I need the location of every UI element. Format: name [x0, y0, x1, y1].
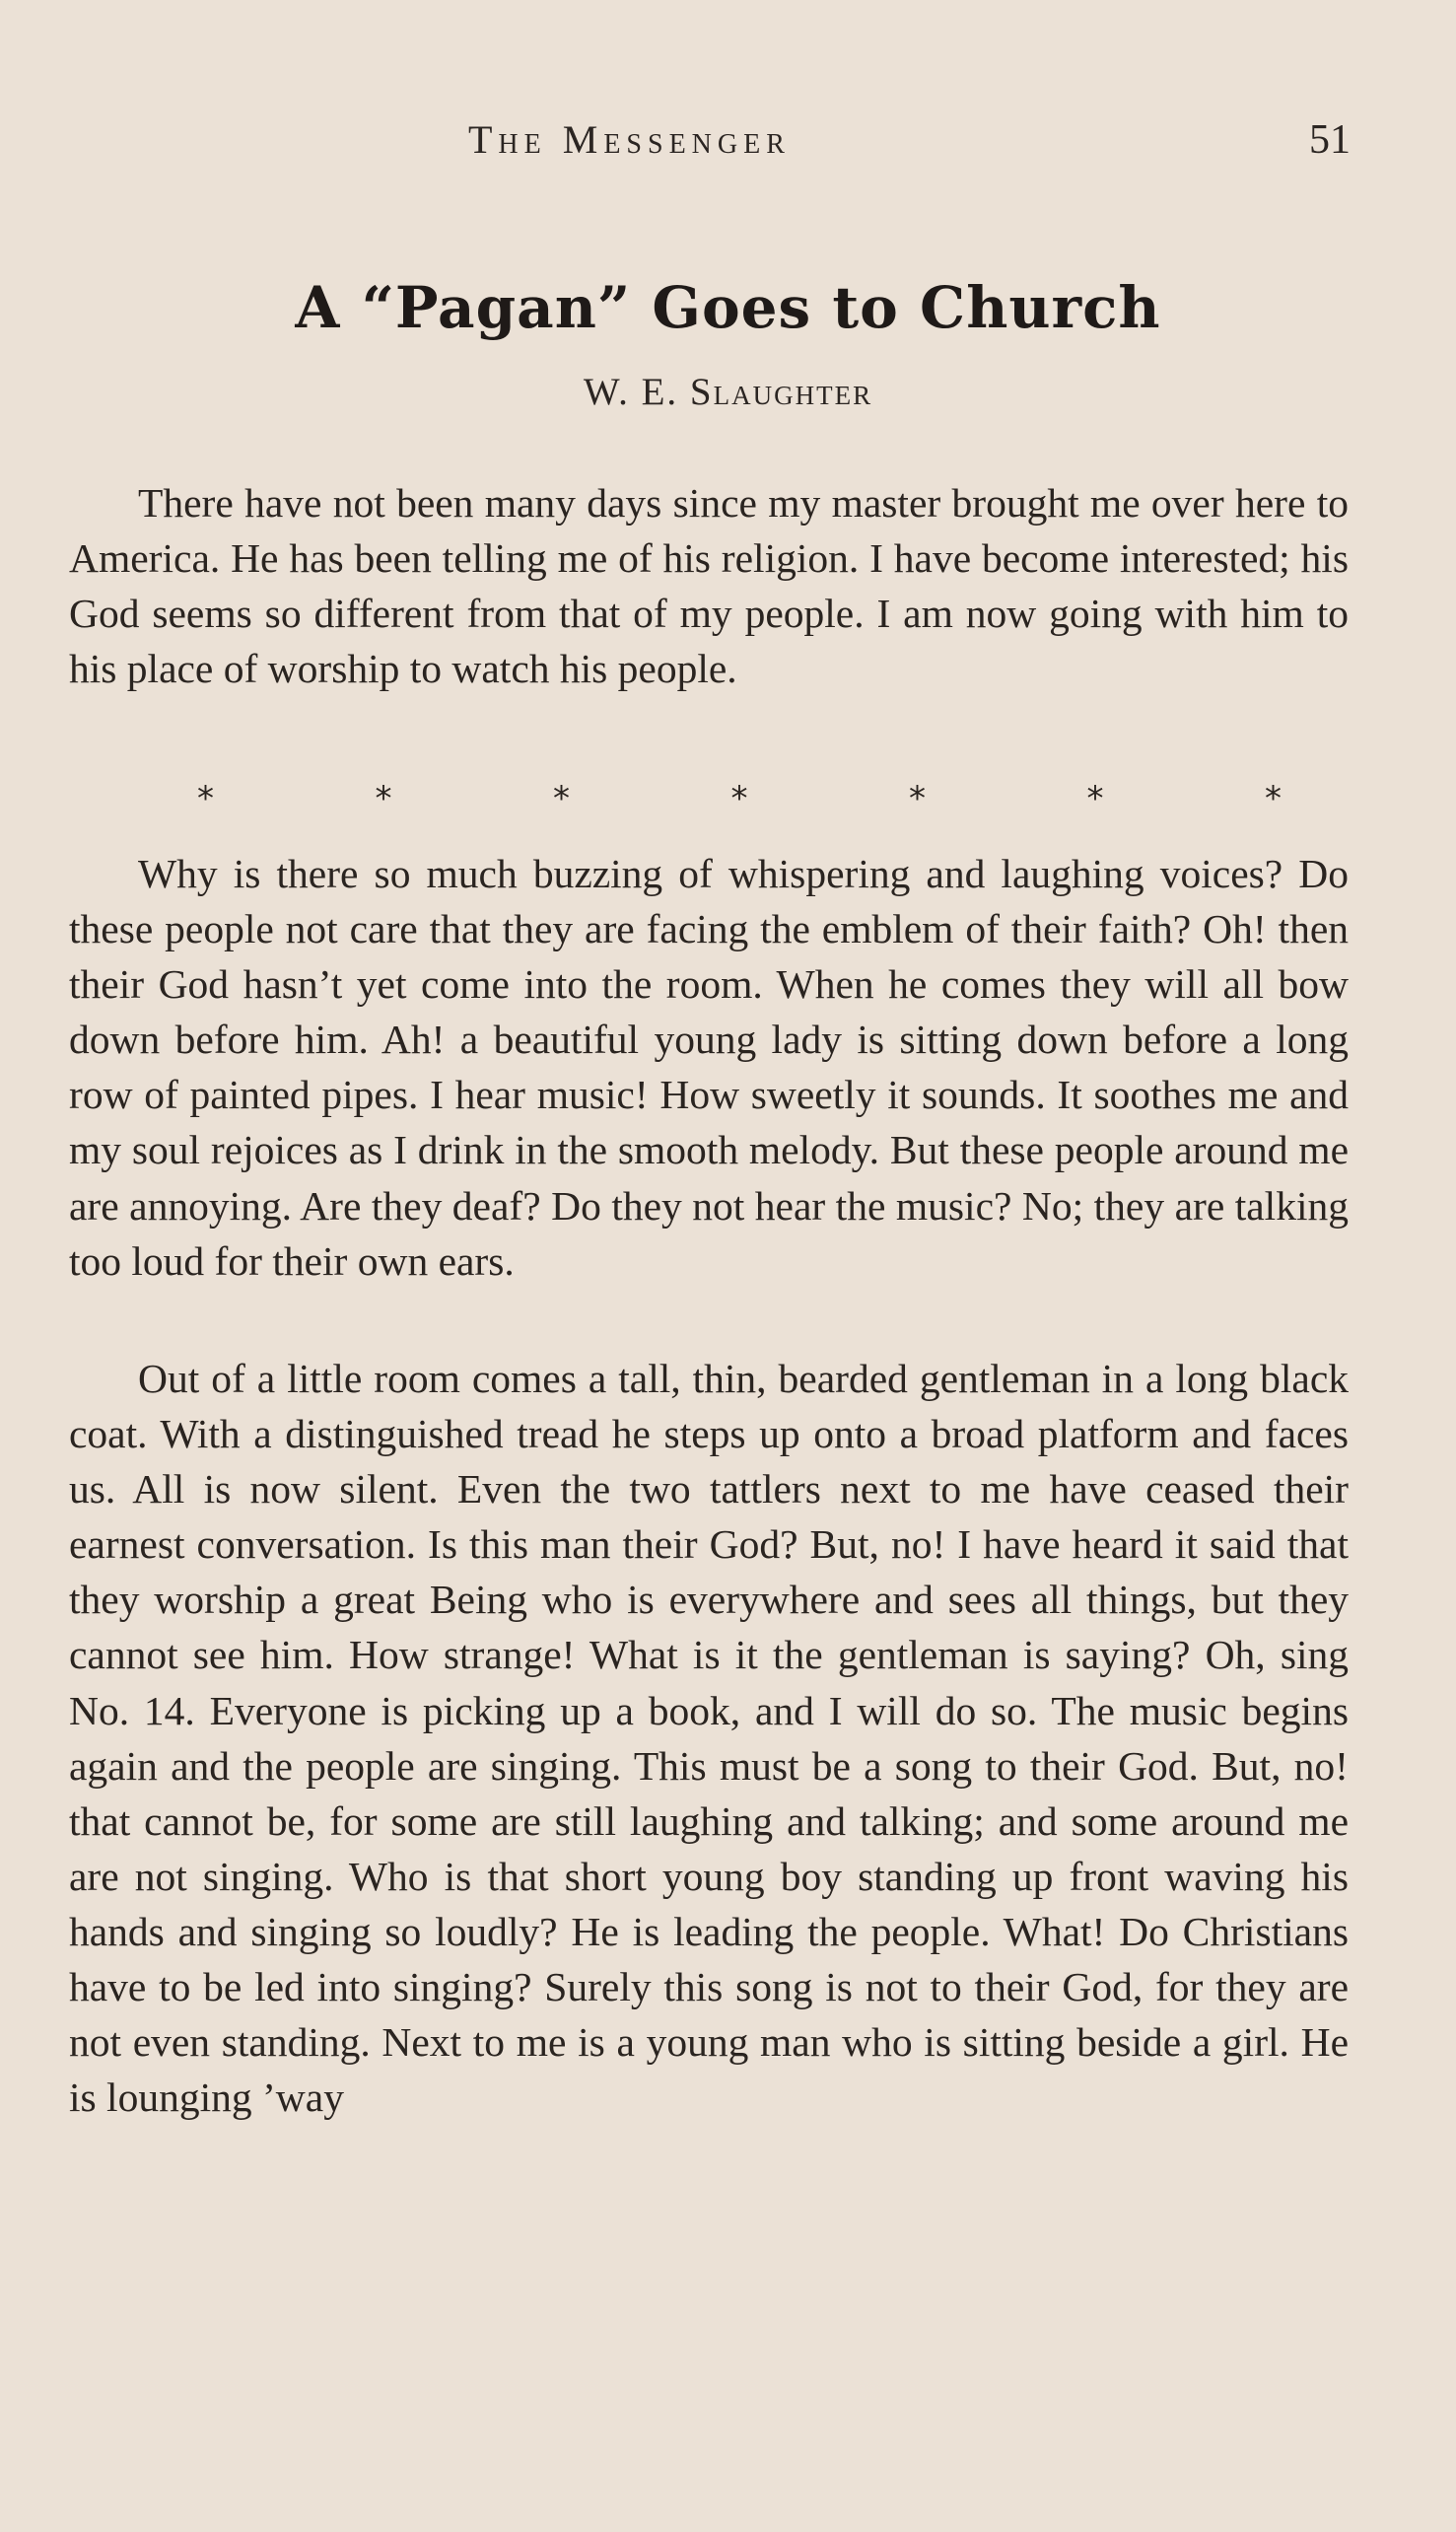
article-author: W. E. Slaughter — [583, 371, 873, 413]
divider-star: * — [730, 779, 748, 818]
running-head — [69, 116, 1351, 176]
divider-star: * — [909, 779, 926, 818]
paragraph-block — [69, 846, 1349, 1289]
divider-star: * — [375, 779, 392, 818]
divider-star: * — [197, 779, 214, 818]
paragraph-block — [69, 1351, 1349, 2125]
divider-star: * — [1086, 779, 1104, 818]
paragraph: Why is there so much buzzing of whispering and laughing voices? Do these people not care that they are facing the emblem of their faith? Oh! then their God hasn’t yet come into the room. When he comes they will all bow down before him. Ah! a beautiful young lady is sitting down before a long row of painted pipes. I hear music! How sweetly it sounds. It soothes me and my soul rejoices as I drink in the smooth melody. But these people around me are annoying. Are they deaf? Do they not hear the music? No; they are talking too loud for their own ears. — [69, 851, 1349, 1284]
page-number: 51 — [1309, 117, 1351, 163]
paragraph: There have not been many days since my master brought me over here to America. He has been telling me of his religion. I have become interested; his God seems so different from that of my people. I am now going with him to his place of worship to watch his people. — [69, 480, 1349, 692]
journal-title: The Messenger — [468, 117, 791, 162]
section-divider — [197, 779, 1282, 828]
divider-star: * — [553, 779, 570, 818]
paragraph: Out of a little room comes a tall, thin, bearded gentleman in a long black coat. With a distinguished tread he steps up onto a broad platform and faces us. All is now silent. Even the two tattlers next to me have ceased their earnest conversation. Is this man their God? But, no! I have heard it said that they worship a great Being who is everywhere and sees all things, but they cannot see him. How strange! What is it the gentleman is saying? Oh, sing No. 14. Everyone is picking up a book, and I will do so. The music begins again and the people are singing. This must be a song to their God. But, no! that cannot be, for some are still laughing and talking; and some around me are not singing. Who is that short young boy standing up front waving his hands and singing so loudly? He is leading the people. What! Do Christians have to be led into singing? Surely this song is not to their God, for they are not even standing. Next to me is a young man who is sitting beside a girl. He is lounging ’way — [69, 1356, 1349, 2121]
divider-star: * — [1265, 779, 1282, 818]
paragraph-block — [69, 475, 1349, 696]
article-title: A “Pagan” Goes to Church — [295, 274, 1161, 341]
